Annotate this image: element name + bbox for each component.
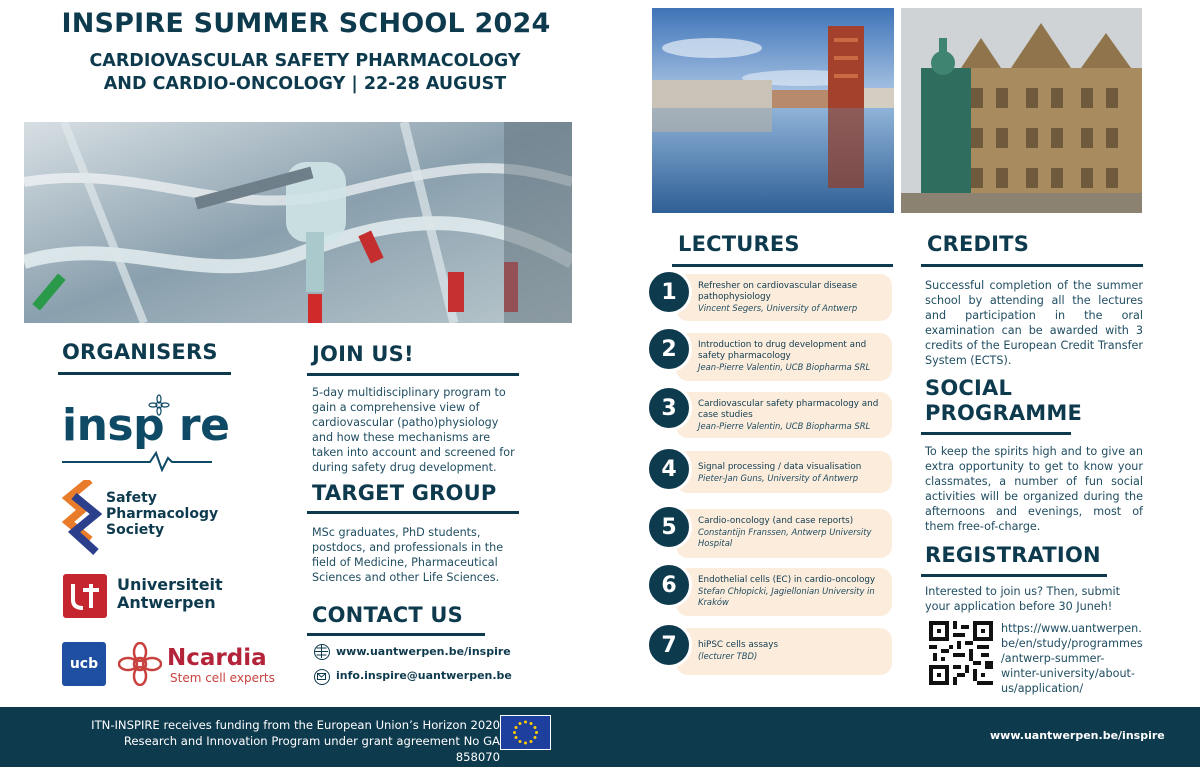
registration-url-line-3: /antwerp-summer- xyxy=(1001,652,1105,665)
contact-website-link[interactable]: www.uantwerpen.be/inspire xyxy=(336,645,511,658)
lecture-speaker: Jean-Pierre Valentin, UCB Biopharma SRL xyxy=(698,362,871,372)
sps-logo-icon xyxy=(62,480,102,560)
ncardia-flower-icon xyxy=(118,642,162,690)
page-title: INSPIRE SUMMER SCHOOL 2024 xyxy=(61,8,551,39)
inspire-flower-icon xyxy=(148,394,170,420)
lecture-speaker: Pieter-Jan Guns, University of Antwerp xyxy=(698,473,859,483)
registration-url-line-5: us/application/ xyxy=(1001,682,1084,695)
footer-funding-line-2: Research and Innovation Program under grant agreement No GA 858070 xyxy=(123,734,500,764)
lecture-card-6 xyxy=(676,568,892,616)
sps-line-1: Safety xyxy=(106,490,157,506)
lecture-title: Signal processing / data visualisation xyxy=(698,462,862,472)
lecture-title: Cardiovascular safety pharmacology and case studies xyxy=(698,399,879,420)
registration-underline xyxy=(921,574,1107,577)
lecture-speaker: Jean-Pierre Valentin, UCB Biopharma SRL xyxy=(698,421,871,431)
contact-email-link[interactable]: info.inspire@uantwerpen.be xyxy=(336,669,512,682)
lecture-card-4 xyxy=(676,451,892,493)
ucb-logo: ucb xyxy=(62,642,106,686)
lecture-number-6: 6 xyxy=(646,562,692,608)
lecture-card-5 xyxy=(676,509,892,558)
credits-heading: CREDITS xyxy=(927,232,1030,256)
lecture-speaker: Stefan Chłopicki, Jagiellonian University in Kraków xyxy=(698,586,875,607)
join-underline xyxy=(307,373,519,376)
footer-funding-line-1: ITN-INSPIRE receives funding from the European Union’s Horizon 2020 xyxy=(91,718,500,732)
uantwerpen-logo-text xyxy=(117,576,223,612)
subtitle-line-2: AND CARDIO-ONCOLOGY | 22-28 AUGUST xyxy=(103,74,507,94)
lecture-title: Introduction to drug development and safety pharmacology xyxy=(698,340,867,361)
contact-heading: CONTACT US xyxy=(312,603,464,627)
lecture-card-1 xyxy=(676,274,892,321)
footer-funding-text xyxy=(80,717,500,765)
registration-url-line-1: https://www.uantwerpen. xyxy=(1001,622,1142,635)
registration-heading: REGISTRATION xyxy=(925,543,1101,567)
globe-icon xyxy=(314,644,330,660)
join-heading: JOIN US! xyxy=(312,342,414,366)
join-text: 5-day multidisciplinary program to gain a comprehensive view of cardiovascular (patho)physiology and how these mechanisms are taken into account and screened for during safety drug development. xyxy=(312,386,515,474)
registration-url-line-4: winter-university/about- xyxy=(1001,667,1135,680)
target-text: MSc graduates, PhD students, postdocs, and professionals in the field of Medicine, Pharmaceutical Sciences and other Life Sciences. xyxy=(312,526,504,584)
lecture-speaker: Constantijn Franssen, Antwerp University Hospital xyxy=(698,527,872,548)
lecture-number-3: 3 xyxy=(646,385,692,431)
lectures-underline xyxy=(672,264,893,267)
lecture-number-1: 1 xyxy=(646,269,692,315)
lecture-speaker: Vincent Segers, University of Antwerp xyxy=(698,303,858,313)
heartbeat-line-icon xyxy=(62,450,212,476)
credits-text: Successful completion of the summer school by attending all the lectures and participation in the oral examination can be awarded with 3 credits of the European Credit Transfer System (ECTS). xyxy=(925,279,1143,367)
eu-flag-icon xyxy=(500,715,551,750)
lecture-title: hiPSC cells assays xyxy=(698,640,779,650)
lecture-title: Cardio-oncology (and case reports) xyxy=(698,516,854,526)
antwerp-grote-markt-photo xyxy=(901,8,1142,213)
uantwerpen-line-1: Universiteit xyxy=(117,575,223,594)
lab-equipment-photo xyxy=(24,122,572,323)
social-underline xyxy=(921,432,1071,435)
lecture-number-7: 7 xyxy=(646,622,692,668)
ncardia-logo-text: Ncardia xyxy=(167,645,267,671)
registration-url-line-2: be/en/study/programmes xyxy=(1001,637,1143,650)
contact-underline xyxy=(307,633,485,636)
uantwerpen-logo-icon xyxy=(63,574,107,618)
organisers-heading: ORGANISERS xyxy=(62,340,218,364)
lecture-number-2: 2 xyxy=(646,326,692,372)
subtitle-line-1: CARDIOVASCULAR SAFETY PHARMACOLOGY xyxy=(89,51,521,71)
lecture-title: Refresher on cardiovascular disease pathophysiology xyxy=(698,281,858,302)
target-heading: TARGET GROUP xyxy=(312,481,497,505)
page-subtitle xyxy=(40,50,570,96)
email-icon xyxy=(314,669,330,685)
antwerp-museum-photo xyxy=(652,8,894,213)
credits-underline xyxy=(921,264,1143,267)
lecture-number-5: 5 xyxy=(646,504,692,550)
inspire-logo: insp re xyxy=(62,400,230,451)
organisers-underline xyxy=(58,372,231,375)
lecture-card-3 xyxy=(676,392,892,438)
sps-logo-text xyxy=(106,490,218,538)
social-heading xyxy=(925,376,1082,426)
social-heading-line-2: PROGRAMME xyxy=(925,401,1083,425)
ncardia-tagline: Stem cell experts xyxy=(170,671,275,685)
registration-link[interactable] xyxy=(1001,621,1147,696)
footer-website-link[interactable]: www.uantwerpen.be/inspire xyxy=(990,729,1165,742)
social-heading-line-1: SOCIAL xyxy=(925,376,1013,400)
lectures-heading: LECTURES xyxy=(678,232,800,256)
sps-line-3: Society xyxy=(106,522,165,538)
qr-code-icon[interactable] xyxy=(929,621,993,685)
lecture-title: Endothelial cells (EC) in cardio-oncology xyxy=(698,575,876,585)
lecture-number-4: 4 xyxy=(646,446,692,492)
registration-text: Interested to join us? Then, submit your application before 30 Juneh! xyxy=(925,585,1120,613)
target-underline xyxy=(307,511,519,514)
lecture-card-7 xyxy=(676,628,892,675)
social-text: To keep the spirits high and to give an extra opportunity to get to know your classmates, a number of fun social activities will be organized during the afternoons and evenings, most of them free-of-charge. xyxy=(925,445,1143,533)
lecture-card-2 xyxy=(676,333,892,381)
sps-line-2: Pharmacology xyxy=(106,506,219,522)
lecture-speaker: (lecturer TBD) xyxy=(698,651,758,661)
uantwerpen-line-2: Antwerpen xyxy=(117,593,216,612)
